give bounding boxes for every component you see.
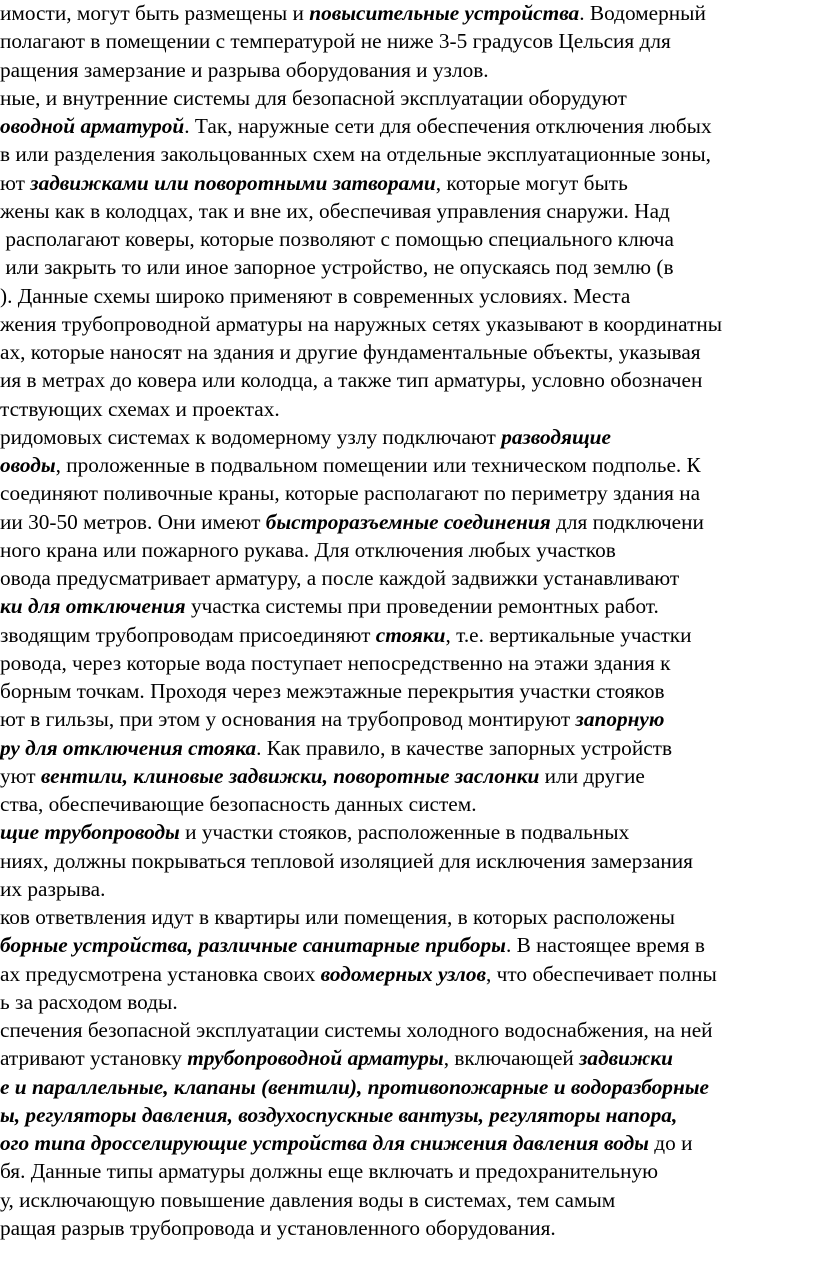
text-line xyxy=(0,0,816,27)
emphasized-term: е и параллельные, клапаны (вентили), противопожарные и водоразборные xyxy=(0,1074,709,1099)
text-segment: ридомовых системах к водомерному узлу подключают xyxy=(0,424,502,449)
text-segment: в или разделения закольцованных схем на отдельные эксплуатационные зоны, xyxy=(0,142,711,167)
text-segment: . Водомерный xyxy=(579,1,706,25)
text-segment: и участки стояков, расположенные в подвальных xyxy=(179,820,630,845)
text-segment: . В настоящее время в xyxy=(505,933,705,958)
emphasized-term: водомерных узлов xyxy=(320,961,486,986)
text-line xyxy=(0,396,816,423)
emphasized-term: щие трубопроводы xyxy=(0,820,180,845)
text-segment: ь за расходом воды. xyxy=(0,989,178,1014)
text-segment: ия в метрах до ковера или колодца, а также тип арматуры, условно обозначен xyxy=(0,368,703,393)
text-segment: борным точкам. Проходя через межэтажные перекрытия участки стояков xyxy=(0,679,665,703)
emphasized-term: ы, регуляторы давления, воздухоспускные вантузы, регуляторы напора, xyxy=(0,1102,678,1127)
text-line xyxy=(0,904,816,931)
text-line xyxy=(0,170,816,197)
emphasized-term: быстроразъемные соединения xyxy=(265,509,551,534)
text-line xyxy=(0,932,816,959)
text-segment: участка системы при проведении ремонтных работ. xyxy=(185,594,659,619)
text-segment: тствующих схемах и проектах. xyxy=(0,396,280,421)
text-line xyxy=(0,452,816,479)
text-segment: или закрыть то или иное запорное устройство, не опускаясь под землю (в xyxy=(0,255,674,280)
text-line xyxy=(0,57,816,84)
text-segment: , т.е. вертикальные участки xyxy=(445,622,692,647)
text-segment: ного крана или пожарного рукава. Для отключения любых участков xyxy=(0,537,616,562)
text-line xyxy=(0,678,816,705)
emphasized-term: стояки xyxy=(375,622,446,647)
text-line xyxy=(0,283,816,310)
text-segment: ии 30-50 метров. Они имеют xyxy=(0,509,266,534)
text-segment: ные, и внутренние системы для безопасной эксплуатации оборудуют xyxy=(0,85,627,110)
emphasized-term: ки для отключения xyxy=(0,594,186,619)
text-line xyxy=(0,254,816,281)
text-line xyxy=(0,819,816,846)
text-line xyxy=(0,509,816,536)
text-segment: бя. Данные типы арматуры должны еще включать и предохранительную xyxy=(0,1159,659,1184)
text-line xyxy=(0,226,816,253)
text-segment: ах предусмотрена установка своих xyxy=(0,961,321,986)
text-segment: имости, могут быть размещены и xyxy=(0,1,310,25)
text-segment: , которые могут быть xyxy=(435,170,628,195)
text-line xyxy=(0,1130,816,1157)
text-line xyxy=(0,1158,816,1185)
text-segment: их разрыва. xyxy=(0,876,106,901)
text-line xyxy=(0,1074,816,1101)
text-line xyxy=(0,1017,816,1044)
text-segment: ниях, должны покрываться тепловой изоляцией для исключения замерзания xyxy=(0,848,693,873)
text-line xyxy=(0,367,816,394)
text-segment: , включающей xyxy=(443,1046,580,1071)
emphasized-term: повысительные устройства xyxy=(309,1,580,25)
text-line xyxy=(0,1045,816,1072)
emphasized-term: задвижками или поворотными затворами xyxy=(30,170,436,195)
text-line xyxy=(0,961,816,988)
text-line xyxy=(0,735,816,762)
text-segment: ращения замерзание и разрыва оборудования и узлов. xyxy=(0,57,489,82)
text-line xyxy=(0,593,816,620)
emphasized-term: запорную xyxy=(575,707,665,732)
text-line xyxy=(0,141,816,168)
text-segment: жения трубопроводной арматуры на наружных сетях указывают в координатны xyxy=(0,311,723,336)
emphasized-term: ру для отключения стояка xyxy=(0,735,257,760)
text-segment: . Как правило, в качестве запорных устройств xyxy=(256,735,673,760)
text-line xyxy=(0,198,816,225)
text-segment: для подключени xyxy=(550,509,704,534)
emphasized-term: разводящие xyxy=(501,424,611,449)
text-segment: ют xyxy=(0,170,31,195)
text-segment: ). Данные схемы широко применяют в современных условиях. Места xyxy=(0,283,631,308)
text-segment: зводящим трубопроводам присоединяют xyxy=(0,622,376,647)
text-segment: ства, обеспечивающие безопасность данных систем. xyxy=(0,792,477,816)
text-line xyxy=(0,311,816,338)
text-line xyxy=(0,848,816,875)
text-line xyxy=(0,85,816,112)
text-line xyxy=(0,1187,816,1214)
text-segment: , что обеспечивает полны xyxy=(485,961,717,986)
text-segment: овода предусматривает арматуру, а после каждой задвижки устанавливают xyxy=(0,566,680,590)
text-line xyxy=(0,989,816,1016)
text-segment: уют xyxy=(0,763,41,788)
text-segment: атривают установку xyxy=(0,1046,188,1071)
emphasized-term: вентили, клиновые задвижки, поворотные заслонки xyxy=(40,763,540,788)
text-segment: полагают в помещении с температурой не ниже 3-5 градусов Цельсия для xyxy=(0,29,671,54)
emphasized-term: трубопроводной арматуры xyxy=(187,1046,444,1071)
text-segment: жены как в колодцах, так и вне их, обеспечивая управления снаружи. Над xyxy=(0,198,670,223)
text-line xyxy=(0,424,816,451)
emphasized-term: задвижки xyxy=(579,1046,673,1071)
text-segment: располагают коверы, которые позволяют с помощью специального ключа xyxy=(0,227,674,251)
text-segment: , проложенные в подвальном помещении или техническом подполье. К xyxy=(55,453,701,477)
text-line xyxy=(0,763,816,790)
text-line xyxy=(0,791,816,818)
text-line xyxy=(0,1102,816,1129)
text-line xyxy=(0,28,816,55)
text-segment: ращая разрыв трубопровода и установленного оборудования. xyxy=(0,1215,556,1240)
text-segment: или другие xyxy=(539,763,645,788)
text-line xyxy=(0,565,816,592)
text-line xyxy=(0,650,816,677)
text-line xyxy=(0,706,816,733)
text-segment: до и xyxy=(648,1131,693,1155)
text-segment: у, исключающую повышение давления воды в системах, тем самым xyxy=(0,1187,616,1212)
text-line xyxy=(0,876,816,903)
text-segment: соединяют поливочные краны, которые располагают по периметру здания на xyxy=(0,481,701,506)
text-segment: ют в гильзы, при этом у основания на трубопровод монтируют xyxy=(0,707,576,732)
text-line xyxy=(0,622,816,649)
text-line xyxy=(0,480,816,507)
text-line xyxy=(0,339,816,366)
text-segment: . Так, наружные сети для обеспечения отключения любых xyxy=(184,114,712,138)
text-line xyxy=(0,113,816,140)
emphasized-term: оводы xyxy=(0,453,56,477)
text-segment: ровода, через которые вода поступает непосредственно на этажи здания к xyxy=(0,650,671,675)
emphasized-term: ого типа дросселирующие устройства для снижения давления воды xyxy=(0,1131,649,1155)
text-segment: спечения безопасной эксплуатации системы холодного водоснабжения, на ней xyxy=(0,1018,713,1042)
emphasized-term: борные устройства, различные санитарные приборы xyxy=(0,933,506,958)
text-segment: ков ответвления идут в квартиры или помещения, в которых расположены xyxy=(0,905,675,929)
text-line xyxy=(0,537,816,564)
text-line xyxy=(0,1215,816,1242)
text-segment: ах, которые наносят на здания и другие фундаментальные объекты, указывая xyxy=(0,340,701,364)
emphasized-term: оводной арматурой xyxy=(0,114,185,138)
